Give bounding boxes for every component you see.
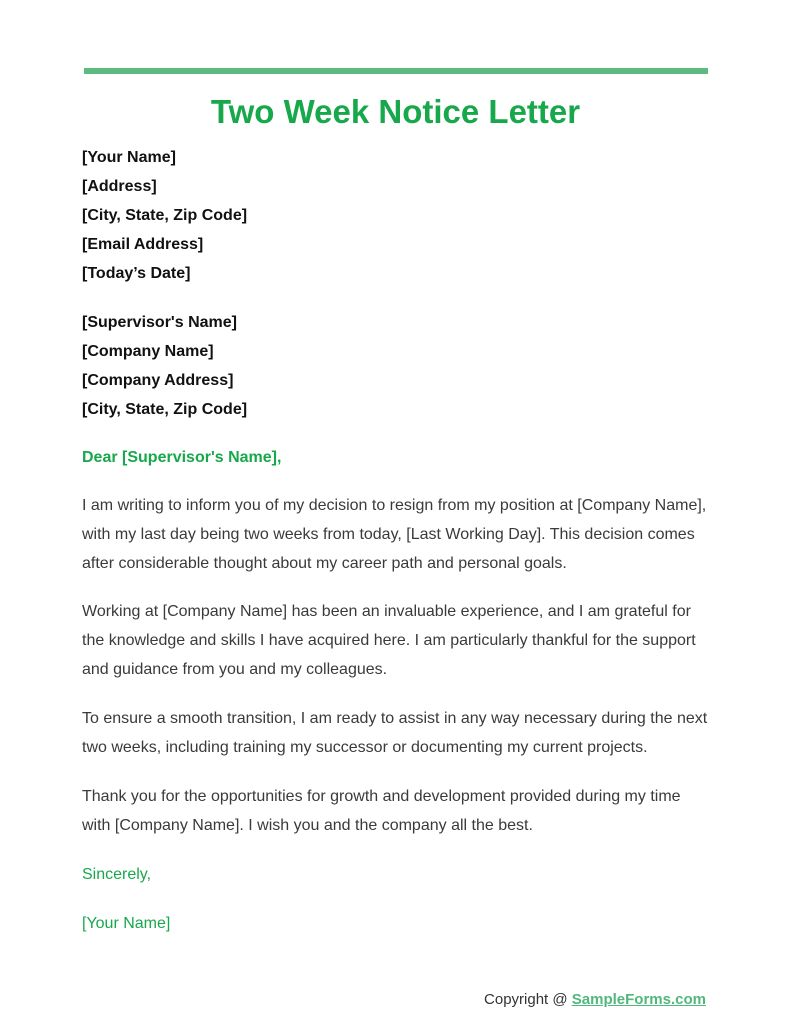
footer-copyright [484, 988, 706, 1012]
sender-address-block [82, 143, 712, 288]
sender-email: [Email Address] [82, 236, 204, 253]
body-paragraph-3: To ensure a smooth transition, I am ready to assist in any way necessary during the next two weeks, including training my successor or documenting my current projects. [82, 710, 708, 756]
letter-date: [Today’s Date] [82, 265, 191, 282]
page-title: Two Week Notice Letter [210, 93, 581, 130]
sender-address: [Address] [82, 178, 157, 195]
footer-prefix: Copyright @ [484, 991, 572, 1008]
sender-name: [Your Name] [82, 149, 176, 166]
recipient-city-state-zip: [City, State, Zip Code] [82, 401, 248, 418]
sender-city-state-zip: [City, State, Zip Code] [82, 207, 248, 224]
footer-brand-link[interactable]: SampleForms.com [571, 991, 706, 1008]
signature-name: [Your Name] [82, 915, 171, 932]
recipient-company: [Company Name] [82, 343, 214, 360]
recipient-name: [Supervisor's Name] [82, 314, 237, 331]
body-paragraph-4: Thank you for the opportunities for growth and development provided during my time with [Company Name]. I wish you and the company all the best. [82, 788, 681, 834]
body-paragraph-1: I am writing to inform you of my decision to resign from my position at [Company Name], with my last day being two weeks from today, [Last Working Day]. This decision comes after considerable thought about my career path and personal goals. [82, 497, 707, 572]
recipient-address-block [82, 308, 712, 424]
top-accent-bar [84, 68, 708, 74]
salutation: Dear [Supervisor's Name], [82, 449, 282, 466]
recipient-company-address: [Company Address] [82, 372, 234, 389]
body-paragraph-2: Working at [Company Name] has been an invaluable experience, and I am grateful for the knowledge and skills I have acquired here. I am particularly thankful for the support and guidance from you and my colleagues. [82, 603, 696, 678]
closing: Sincerely, [82, 866, 152, 883]
